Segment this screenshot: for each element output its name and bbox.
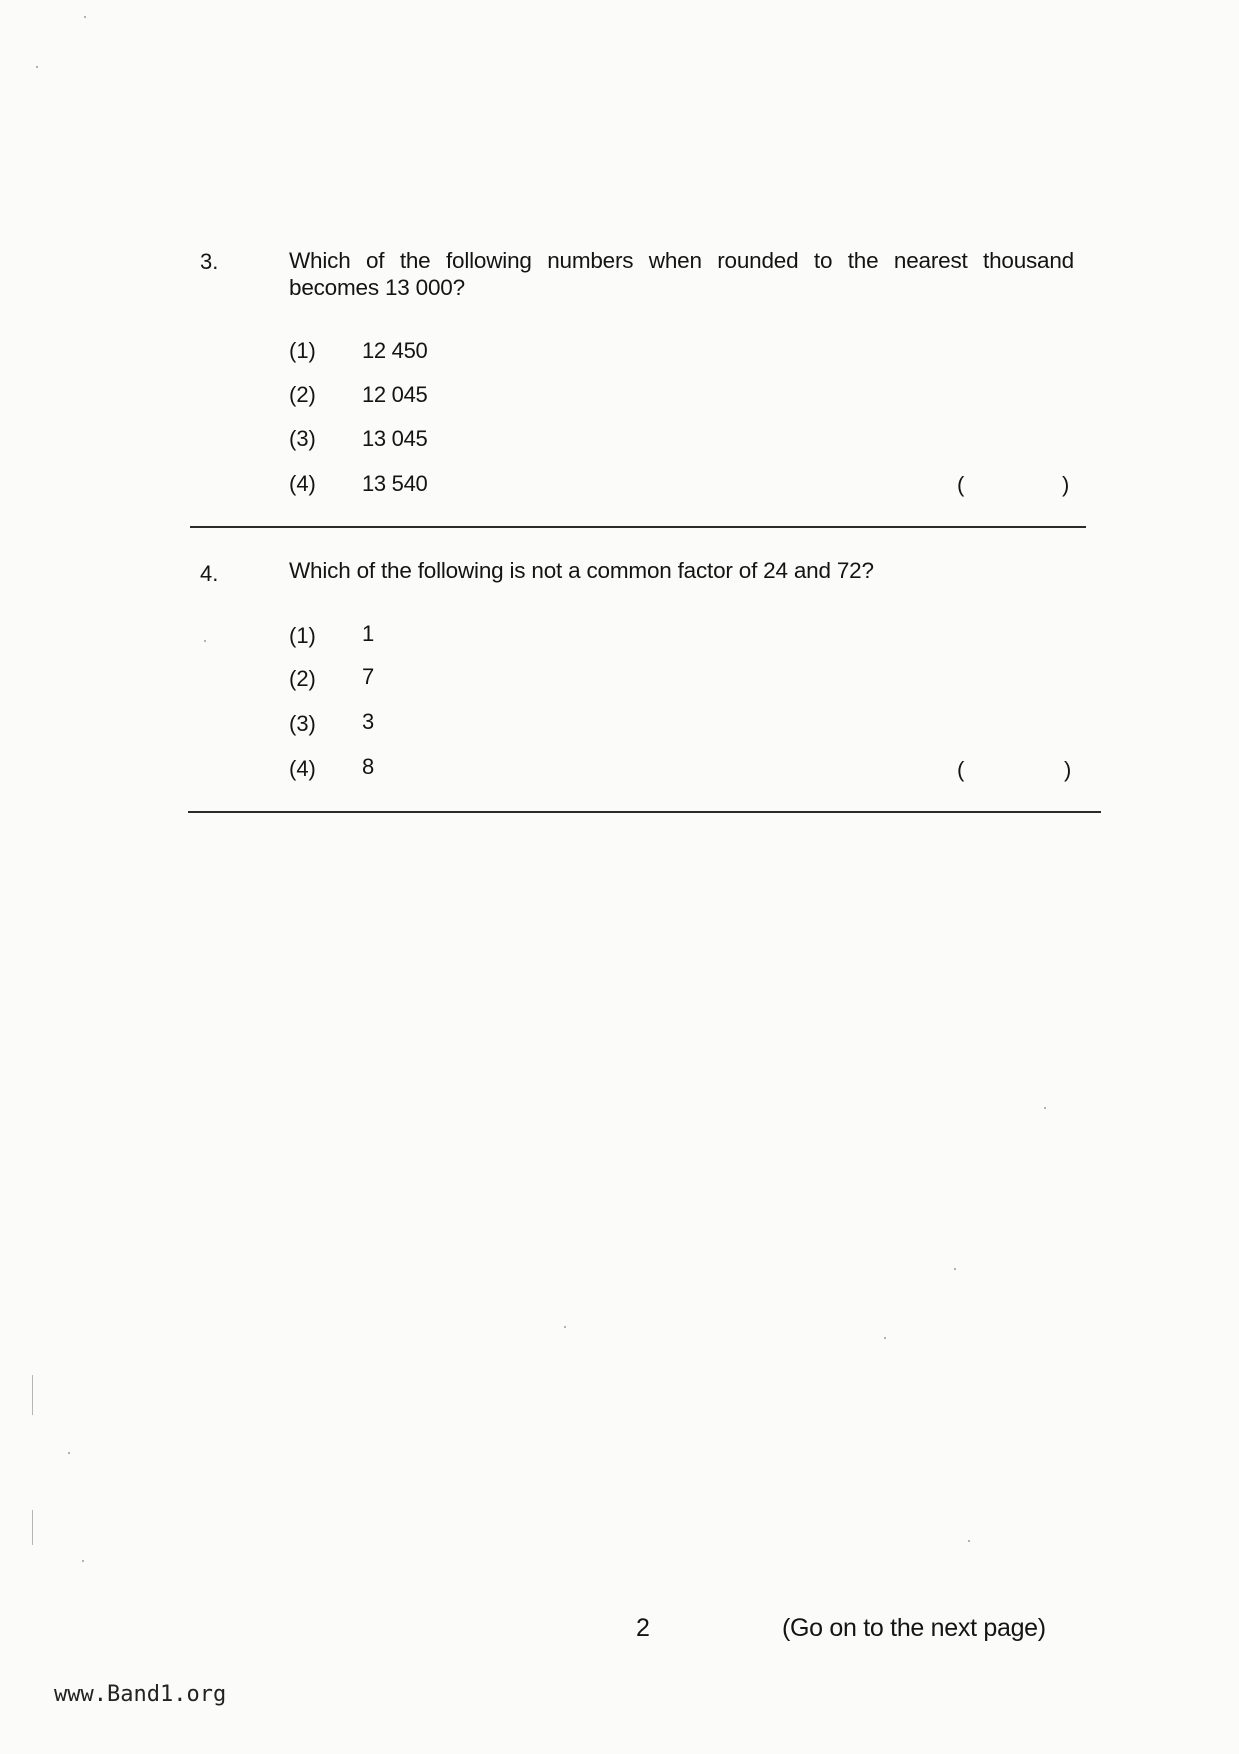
question-4-answer-open-paren: ( (957, 757, 965, 782)
scan-speck (204, 640, 206, 642)
question-4-option-2-label: (2) (289, 666, 316, 691)
scan-speck (884, 1337, 886, 1339)
scan-speck (968, 1540, 970, 1542)
question-4-option-4-value: 8 (362, 754, 374, 779)
question-4-option-1-label: (1) (289, 623, 316, 648)
question-3-option-2-label: (2) (289, 382, 316, 407)
site-watermark: www.Band1.org (54, 1682, 227, 1707)
scan-edge-line (32, 1375, 33, 1415)
question-3-option-3-value: 13 045 (362, 426, 428, 451)
question-4-option-3-value: 3 (362, 709, 374, 734)
question-3-divider (190, 526, 1086, 528)
question-3-option-1-value: 12 450 (362, 338, 428, 363)
question-4-option-2-value: 7 (362, 664, 374, 689)
scan-edge-line (32, 1510, 33, 1545)
question-3-option-4-value: 13 540 (362, 471, 428, 496)
question-3-option-2-value: 12 045 (362, 382, 428, 407)
scan-speck (954, 1268, 956, 1270)
page-number: 2 (636, 1614, 650, 1642)
question-3-text: Which of the following numbers when rounded to the nearest thousand becomes 13 000? (289, 248, 1074, 300)
question-4-answer-box[interactable] (970, 755, 1062, 783)
scan-speck (564, 1326, 566, 1328)
question-3-number: 3. (200, 249, 219, 274)
scan-speck (36, 66, 38, 68)
question-4-answer-close-paren: ) (1064, 757, 1072, 782)
question-3-option-4-label: (4) (289, 471, 316, 496)
question-3-answer-close-paren: ) (1062, 472, 1070, 497)
continue-note: (Go on to the next page) (782, 1614, 1046, 1642)
scan-speck (84, 16, 86, 18)
scan-speck (82, 1560, 84, 1562)
scan-speck (68, 1452, 70, 1454)
question-4-divider (188, 811, 1101, 813)
question-3-option-3-label: (3) (289, 426, 316, 451)
scan-speck (1044, 1107, 1046, 1109)
question-3-answer-open-paren: ( (957, 472, 965, 497)
question-3-option-1-label: (1) (289, 338, 316, 363)
question-4-text: Which of the following is not a common factor of 24 and 72? (289, 558, 874, 583)
question-4-option-4-label: (4) (289, 756, 316, 781)
question-4-number: 4. (200, 561, 219, 586)
question-4-option-3-label: (3) (289, 711, 316, 736)
question-3-answer-box[interactable] (970, 470, 1062, 498)
question-4-option-1-value: 1 (362, 621, 374, 646)
